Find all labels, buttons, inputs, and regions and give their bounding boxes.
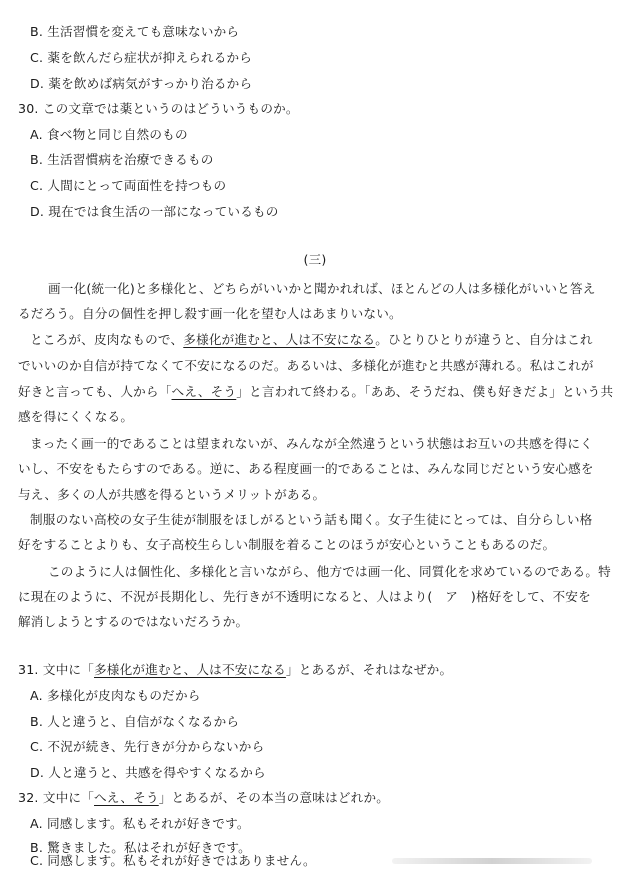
- underlined-phrase-31: 多様化が進むと、人は不安になる: [183, 332, 376, 347]
- scan-smudge: [392, 858, 592, 864]
- passage-heading: (三): [303, 252, 327, 267]
- q31-option-d: D. 人と違うと、共感を得やすくなるから: [30, 765, 266, 780]
- q30-option-b: B. 生活習慣病を治療できるもの: [30, 152, 214, 167]
- underlined-phrase-32: へえ、そう: [171, 384, 237, 399]
- passage-text: 。ひとりひとりが違うと、自分はこれ: [375, 332, 593, 347]
- passage-text: 好きと言っても、人から「: [18, 384, 172, 399]
- q32-stem-text: 32. 文中に「: [18, 790, 95, 805]
- passage-p3-line2: いし、不安をもたらすのである。逆に、ある程度画一的であることは、みんな同じだという安心感を: [18, 461, 594, 476]
- q30-option-c: C. 人間にとって両面性を持つもの: [30, 178, 227, 193]
- passage-p1-line1: 画一化(統一化)と多様化と、どちらがいいかと聞かれれば、ほとんどの人は多様化がいいと答え: [48, 281, 596, 296]
- passage-p5-line2: に現在のように、不況が長期化し、先行きが不透明になると、人はより( ア )格好をして、不安を: [18, 589, 591, 604]
- passage-p3-line1: まったく画一的であることは望まれないが、みんなが全然違うという状態はお互いの共感を得にく: [30, 436, 593, 451]
- passage-text: 」と言われて終わる。「ああ、そうだね、僕も好きだよ」という共: [236, 384, 614, 399]
- q32-stem: [18, 790, 618, 806]
- q32-option-a: A. 同感します。私もそれが好きです。: [30, 816, 250, 831]
- q29-option-b: B. 生活習慣を変えても意味ないから: [30, 24, 240, 39]
- q31-option-b: B. 人と違うと、自信がなくなるから: [30, 714, 240, 729]
- passage-p2-line2: でいいのか自信が持てなくて不安になるのだ。あるいは、多様化が進むと共感が薄れる。私はこれが: [18, 358, 594, 373]
- passage-p2-line4: 感を得にくくなる。: [18, 409, 134, 424]
- passage-p1-line2: るだろう。自分の個性を押し殺す画一化を望む人はあまりいない。: [18, 306, 402, 321]
- passage-text: ところが、皮肉なもので、: [30, 332, 184, 347]
- q31-stem-text: 31. 文中に「: [18, 662, 95, 677]
- passage-p3-line3: 与え、多くの人が共感を得るというメリットがある。: [18, 487, 326, 502]
- q31-option-c: C. 不況が続き、先行きが分からないから: [30, 739, 265, 754]
- q32-quoted-phrase: へえ、そう: [94, 790, 159, 805]
- q29-option-c: C. 薬を飲んだら症状が抑えられるから: [30, 50, 253, 65]
- passage-p4-line1: 制服のない高校の女子生徒が制服をほしがるという話も聞く。女子生徒にとっては、自分らしい格: [30, 512, 593, 527]
- q31-option-a: A. 多様化が皮肉なものだから: [30, 688, 201, 703]
- q31-stem-text: 」とあるが、それはなぜか。: [285, 662, 453, 677]
- passage-p5-line3: 解消しようとするのではないだろうか。: [18, 614, 249, 629]
- q32-option-c: C. 同感します。私もそれが好きではありません。: [30, 853, 316, 868]
- q30-stem: 30. この文章では薬というのはどういうものか。: [18, 101, 299, 116]
- q31-stem: [18, 662, 618, 678]
- q29-option-d: D. 薬を飲めば病気がすっかり治るから: [30, 76, 253, 91]
- q32-option-b: B. 驚きました。私はそれが好きです。: [30, 840, 251, 855]
- passage-p5-line1: このように人は個性化、多様化と言いながら、他方では画一化、同質化を求めているのである。特: [48, 564, 611, 579]
- q31-quoted-phrase: 多様化が進むと、人は不安になる: [94, 662, 286, 677]
- passage-p2-line3: [18, 384, 618, 400]
- q30-option-d: D. 現在では食生活の一部になっているもの: [30, 204, 279, 219]
- q30-option-a: A. 食べ物と同じ自然のもの: [30, 127, 188, 142]
- q32-stem-text: 」とあるが、その本当の意味はどれか。: [158, 790, 390, 805]
- passage-p2-line1: [30, 332, 618, 348]
- passage-p4-line2: 好をすることよりも、女子高校生らしい制服を着ることのほうが安心ということもあるのだ。: [18, 537, 556, 552]
